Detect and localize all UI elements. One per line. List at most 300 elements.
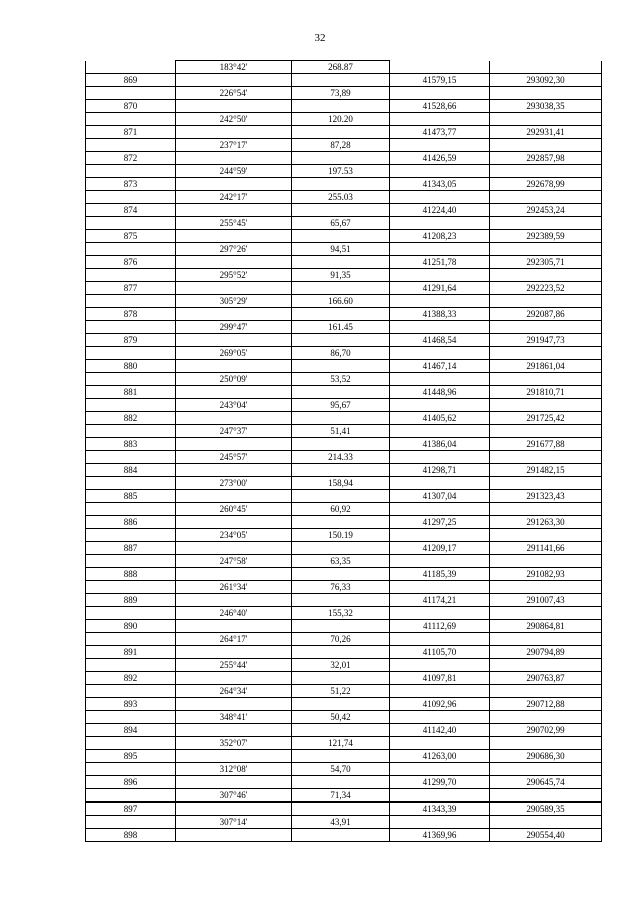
point-number <box>86 633 176 646</box>
point-number: 879 <box>86 334 176 347</box>
segment-length: 214.33 <box>292 451 390 464</box>
point-number <box>86 425 176 438</box>
coordinate-y: 291482,15 <box>490 464 602 477</box>
coordinate-y: 292305,71 <box>490 256 602 269</box>
point-number: 888 <box>86 568 176 581</box>
segment-row <box>86 243 602 256</box>
coordinate-y <box>490 165 602 178</box>
segment-length <box>292 74 390 87</box>
coordinate-y <box>490 269 602 282</box>
direction-angle: 234°05' <box>176 529 292 542</box>
segment-length <box>292 594 390 607</box>
page-number: 32 <box>314 32 326 44</box>
coordinate-x <box>390 503 490 516</box>
coordinate-x: 41291,64 <box>390 282 490 295</box>
coordinate-x <box>390 425 490 438</box>
segment-row <box>86 581 602 594</box>
point-number: 880 <box>86 360 176 373</box>
segment-length <box>292 100 390 113</box>
segment-length: 63,35 <box>292 555 390 568</box>
direction-angle <box>176 386 292 399</box>
segment-length <box>292 412 390 425</box>
segment-row <box>86 816 602 829</box>
segment-length <box>292 386 390 399</box>
segment-length: 95,67 <box>292 399 390 412</box>
point-number <box>86 165 176 178</box>
coordinate-x: 41369,96 <box>390 829 490 842</box>
segment-length: 120.20 <box>292 113 390 126</box>
direction-angle <box>176 204 292 217</box>
coordinate-y: 292453,24 <box>490 204 602 217</box>
coordinate-x <box>390 581 490 594</box>
direction-angle <box>176 152 292 165</box>
point-number: 889 <box>86 594 176 607</box>
direction-angle <box>176 308 292 321</box>
segment-length: 51,22 <box>292 685 390 698</box>
point-number <box>86 61 176 74</box>
segment-length <box>292 542 390 555</box>
coordinate-y: 291810,71 <box>490 386 602 399</box>
segment-length <box>292 490 390 503</box>
segment-length: 54,70 <box>292 763 390 776</box>
point-row <box>86 360 602 373</box>
coordinate-y <box>490 555 602 568</box>
segment-length <box>292 620 390 633</box>
coordinate-y <box>490 399 602 412</box>
coordinate-y <box>490 477 602 490</box>
direction-angle <box>176 724 292 737</box>
coordinate-y <box>490 61 602 74</box>
point-number: 897 <box>86 802 176 816</box>
coordinate-x <box>390 269 490 282</box>
segment-length: 50,42 <box>292 711 390 724</box>
coordinate-x <box>390 87 490 100</box>
direction-angle <box>176 568 292 581</box>
coordinate-x <box>390 191 490 204</box>
segment-length: 87,28 <box>292 139 390 152</box>
coordinates-table-body <box>86 61 602 842</box>
segment-row <box>86 165 602 178</box>
segment-length: 53,52 <box>292 373 390 386</box>
direction-angle <box>176 256 292 269</box>
coordinate-x <box>390 763 490 776</box>
point-row <box>86 178 602 191</box>
coordinate-y <box>490 295 602 308</box>
coordinate-y: 292678,99 <box>490 178 602 191</box>
segment-row <box>86 711 602 724</box>
direction-angle <box>176 282 292 295</box>
direction-angle <box>176 230 292 243</box>
point-number <box>86 243 176 256</box>
segment-length <box>292 698 390 711</box>
coordinate-y: 292931,41 <box>490 126 602 139</box>
point-row <box>86 334 602 347</box>
coordinate-y: 290554,40 <box>490 829 602 842</box>
point-row <box>86 204 602 217</box>
segment-length: 70,26 <box>292 633 390 646</box>
segment-length <box>292 178 390 191</box>
coordinate-y: 291082,93 <box>490 568 602 581</box>
direction-angle <box>176 672 292 685</box>
segment-row <box>86 61 602 74</box>
point-number: 883 <box>86 438 176 451</box>
segment-length <box>292 256 390 269</box>
segment-row <box>86 737 602 750</box>
point-row <box>86 698 602 711</box>
point-number: 895 <box>86 750 176 763</box>
direction-angle <box>176 464 292 477</box>
coordinate-y <box>490 503 602 516</box>
point-number: 898 <box>86 829 176 842</box>
point-number <box>86 763 176 776</box>
segment-row <box>86 269 602 282</box>
point-number <box>86 503 176 516</box>
point-number: 887 <box>86 542 176 555</box>
coordinate-x: 41467,14 <box>390 360 490 373</box>
segment-length <box>292 308 390 321</box>
coordinate-x <box>390 685 490 698</box>
direction-angle: 246°40' <box>176 607 292 620</box>
segment-row <box>86 763 602 776</box>
coordinate-x: 41299,70 <box>390 776 490 789</box>
coordinate-x: 41092,96 <box>390 698 490 711</box>
coordinate-y <box>490 633 602 646</box>
point-number <box>86 217 176 230</box>
coordinate-x <box>390 633 490 646</box>
point-number: 892 <box>86 672 176 685</box>
point-row <box>86 308 602 321</box>
coordinate-y: 291141,66 <box>490 542 602 555</box>
point-row <box>86 230 602 243</box>
coordinate-y <box>490 87 602 100</box>
point-row <box>86 620 602 633</box>
segment-row <box>86 503 602 516</box>
point-row <box>86 594 602 607</box>
segment-length: 268.87 <box>292 61 390 74</box>
coordinate-x: 41528,66 <box>390 100 490 113</box>
point-number <box>86 477 176 490</box>
coordinate-y <box>490 659 602 672</box>
coordinate-x <box>390 477 490 490</box>
coordinate-y: 291861,04 <box>490 360 602 373</box>
direction-angle <box>176 829 292 842</box>
point-row <box>86 724 602 737</box>
segment-row <box>86 399 602 412</box>
point-row <box>86 100 602 113</box>
coordinate-x <box>390 217 490 230</box>
coordinate-y <box>490 113 602 126</box>
segment-length: 255.03 <box>292 191 390 204</box>
coordinate-y: 290712,88 <box>490 698 602 711</box>
segment-length: 32,01 <box>292 659 390 672</box>
coordinate-y: 291947,73 <box>490 334 602 347</box>
coordinate-x: 41097,81 <box>390 672 490 685</box>
coordinate-x: 41386,04 <box>390 438 490 451</box>
coordinate-x <box>390 607 490 620</box>
point-number <box>86 685 176 698</box>
point-number <box>86 139 176 152</box>
point-number <box>86 399 176 412</box>
coordinate-y: 290763,87 <box>490 672 602 685</box>
coordinate-x: 41307,04 <box>390 490 490 503</box>
direction-angle: 244°59' <box>176 165 292 178</box>
segment-row <box>86 685 602 698</box>
point-number <box>86 373 176 386</box>
segment-row <box>86 191 602 204</box>
coordinate-y: 292857,98 <box>490 152 602 165</box>
coordinate-x: 41263,00 <box>390 750 490 763</box>
direction-angle <box>176 516 292 529</box>
point-number <box>86 555 176 568</box>
point-number: 894 <box>86 724 176 737</box>
direction-angle: 307°46' <box>176 789 292 803</box>
coordinate-y: 290645,74 <box>490 776 602 789</box>
coordinate-x: 41468,54 <box>390 334 490 347</box>
direction-angle: 250°09' <box>176 373 292 386</box>
segment-length: 60,92 <box>292 503 390 516</box>
coordinate-x <box>390 737 490 750</box>
point-number: 885 <box>86 490 176 503</box>
segment-length <box>292 750 390 763</box>
point-number: 891 <box>86 646 176 659</box>
point-row <box>86 282 602 295</box>
point-row <box>86 386 602 399</box>
direction-angle <box>176 698 292 711</box>
coordinate-y <box>490 321 602 334</box>
segment-length: 197.53 <box>292 165 390 178</box>
coordinate-x <box>390 399 490 412</box>
point-number <box>86 581 176 594</box>
direction-angle: 264°17' <box>176 633 292 646</box>
point-number <box>86 607 176 620</box>
segment-length: 71,34 <box>292 789 390 803</box>
point-number: 872 <box>86 152 176 165</box>
segment-length <box>292 646 390 659</box>
coordinate-x: 41297,25 <box>390 516 490 529</box>
direction-angle: 247°37' <box>176 425 292 438</box>
coordinate-y: 290686,30 <box>490 750 602 763</box>
coordinate-y: 293038,35 <box>490 100 602 113</box>
coordinate-x <box>390 243 490 256</box>
coordinate-y <box>490 607 602 620</box>
segment-length: 43,91 <box>292 816 390 829</box>
direction-angle: 242°50' <box>176 113 292 126</box>
point-row <box>86 802 602 816</box>
point-number <box>86 191 176 204</box>
segment-row <box>86 217 602 230</box>
direction-angle: 295°52' <box>176 269 292 282</box>
point-row <box>86 126 602 139</box>
segment-row <box>86 789 602 803</box>
segment-length <box>292 464 390 477</box>
segment-length <box>292 776 390 789</box>
point-row <box>86 542 602 555</box>
segment-length: 65,67 <box>292 217 390 230</box>
point-number <box>86 321 176 334</box>
coordinate-x: 41174,21 <box>390 594 490 607</box>
segment-row <box>86 425 602 438</box>
coordinate-y <box>490 347 602 360</box>
direction-angle: 264°34' <box>176 685 292 698</box>
point-number <box>86 451 176 464</box>
coordinate-y <box>490 191 602 204</box>
coordinate-y: 292223,52 <box>490 282 602 295</box>
coordinate-x <box>390 373 490 386</box>
segment-length <box>292 724 390 737</box>
point-row <box>86 438 602 451</box>
direction-angle <box>176 776 292 789</box>
point-number: 871 <box>86 126 176 139</box>
coordinate-y <box>490 451 602 464</box>
direction-angle: 226°54' <box>176 87 292 100</box>
point-number: 896 <box>86 776 176 789</box>
coordinate-x: 41405,62 <box>390 412 490 425</box>
coordinate-y <box>490 737 602 750</box>
point-number: 882 <box>86 412 176 425</box>
direction-angle: 269°05' <box>176 347 292 360</box>
direction-angle: 243°04' <box>176 399 292 412</box>
coordinate-x: 41251,78 <box>390 256 490 269</box>
point-number <box>86 269 176 282</box>
direction-angle: 237°17' <box>176 139 292 152</box>
coordinate-x <box>390 789 490 803</box>
point-number <box>86 737 176 750</box>
direction-angle: 352°07' <box>176 737 292 750</box>
direction-angle <box>176 178 292 191</box>
direction-angle: 260°45' <box>176 503 292 516</box>
point-number: 869 <box>86 74 176 87</box>
segment-row <box>86 321 602 334</box>
direction-angle: 255°45' <box>176 217 292 230</box>
segment-length: 166.60 <box>292 295 390 308</box>
segment-length <box>292 282 390 295</box>
coordinate-x <box>390 113 490 126</box>
point-number: 884 <box>86 464 176 477</box>
direction-angle: 297°26' <box>176 243 292 256</box>
coordinate-y <box>490 217 602 230</box>
point-number: 886 <box>86 516 176 529</box>
point-row <box>86 750 602 763</box>
segment-length <box>292 438 390 451</box>
direction-angle: 183°42' <box>176 61 292 74</box>
point-row <box>86 672 602 685</box>
segment-length <box>292 802 390 816</box>
point-number <box>86 87 176 100</box>
segment-row <box>86 347 602 360</box>
segment-length: 76,33 <box>292 581 390 594</box>
point-row <box>86 74 602 87</box>
segment-length: 155,32 <box>292 607 390 620</box>
direction-angle: 261°34' <box>176 581 292 594</box>
segment-row <box>86 139 602 152</box>
coordinate-x <box>390 816 490 829</box>
segment-row <box>86 295 602 308</box>
segment-length: 94,51 <box>292 243 390 256</box>
point-number: 876 <box>86 256 176 269</box>
segment-length <box>292 360 390 373</box>
direction-angle: 348°41' <box>176 711 292 724</box>
point-number <box>86 113 176 126</box>
point-number <box>86 711 176 724</box>
coordinate-x <box>390 61 490 74</box>
segment-row <box>86 477 602 490</box>
segment-length <box>292 568 390 581</box>
coordinate-y: 291263,30 <box>490 516 602 529</box>
coordinate-x: 41112,69 <box>390 620 490 633</box>
segment-row <box>86 87 602 100</box>
coordinate-x: 41579,15 <box>390 74 490 87</box>
point-row <box>86 490 602 503</box>
point-row <box>86 412 602 425</box>
segment-row <box>86 555 602 568</box>
direction-angle <box>176 646 292 659</box>
segment-row <box>86 659 602 672</box>
direction-angle <box>176 360 292 373</box>
coordinate-x: 41208,23 <box>390 230 490 243</box>
direction-angle <box>176 802 292 816</box>
coordinate-y: 291323,43 <box>490 490 602 503</box>
coordinate-y: 290702,99 <box>490 724 602 737</box>
direction-angle: 242°17' <box>176 191 292 204</box>
direction-angle <box>176 542 292 555</box>
coordinate-y <box>490 816 602 829</box>
point-number: 877 <box>86 282 176 295</box>
direction-angle <box>176 100 292 113</box>
coordinate-x: 41105,70 <box>390 646 490 659</box>
coordinate-y <box>490 711 602 724</box>
segment-row <box>86 373 602 386</box>
point-row <box>86 256 602 269</box>
coordinates-table <box>85 60 602 842</box>
point-row <box>86 568 602 581</box>
direction-angle: 305°29' <box>176 295 292 308</box>
direction-angle: 245°57' <box>176 451 292 464</box>
direction-angle: 273°00' <box>176 477 292 490</box>
point-number <box>86 295 176 308</box>
direction-angle: 307°14' <box>176 816 292 829</box>
coordinate-y: 292389,59 <box>490 230 602 243</box>
point-row <box>86 829 602 842</box>
coordinate-y <box>490 581 602 594</box>
coordinate-y: 290864,81 <box>490 620 602 633</box>
segment-row <box>86 113 602 126</box>
coordinate-x: 41209,17 <box>390 542 490 555</box>
point-number: 881 <box>86 386 176 399</box>
point-number <box>86 789 176 803</box>
direction-angle <box>176 412 292 425</box>
point-row <box>86 516 602 529</box>
coordinate-y: 292087,86 <box>490 308 602 321</box>
direction-angle <box>176 74 292 87</box>
direction-angle <box>176 126 292 139</box>
segment-length <box>292 672 390 685</box>
coordinate-x: 41426,59 <box>390 152 490 165</box>
coordinate-x <box>390 451 490 464</box>
segment-length: 158,94 <box>292 477 390 490</box>
point-number <box>86 659 176 672</box>
segment-length <box>292 829 390 842</box>
segment-row <box>86 607 602 620</box>
segment-length: 73,89 <box>292 87 390 100</box>
direction-angle <box>176 620 292 633</box>
coordinate-y <box>490 243 602 256</box>
coordinate-x: 41448,96 <box>390 386 490 399</box>
direction-angle <box>176 334 292 347</box>
direction-angle <box>176 750 292 763</box>
coordinate-x <box>390 139 490 152</box>
coordinate-y: 291007,43 <box>490 594 602 607</box>
segment-length: 86,70 <box>292 347 390 360</box>
